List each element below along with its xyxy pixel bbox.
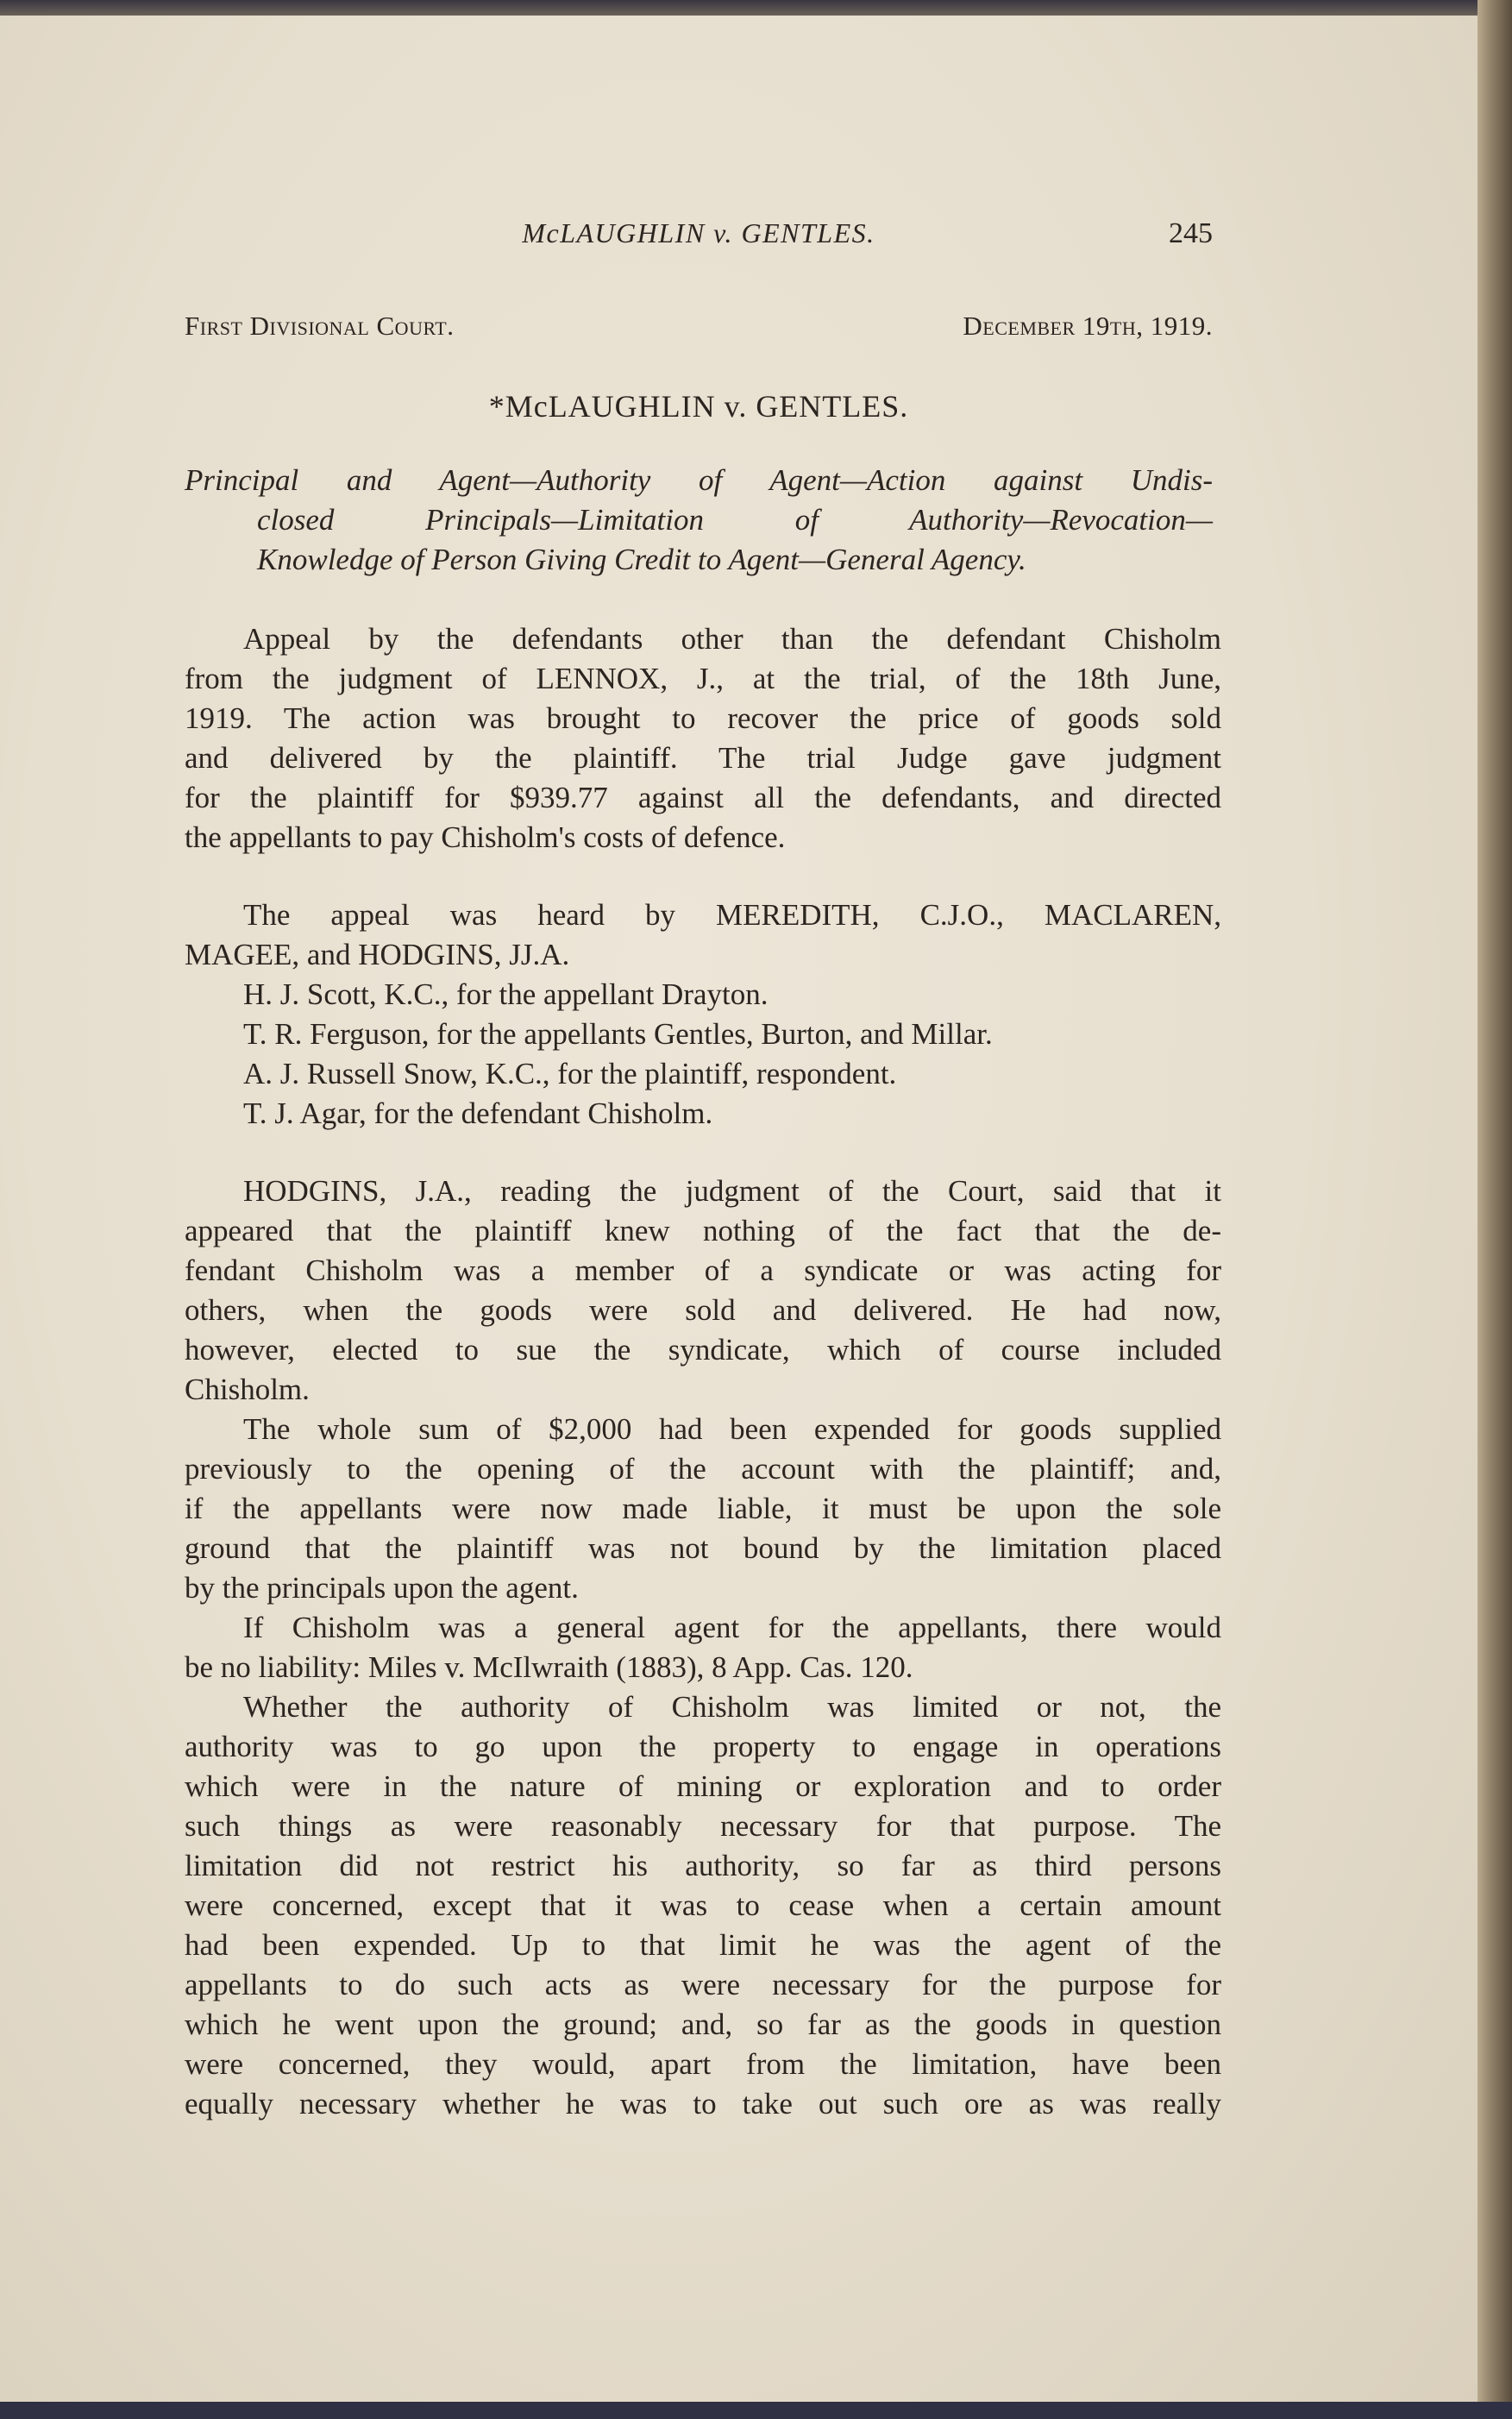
text-line: from the judgment of LENNOX, J., at the trial, of the 18th June,	[185, 662, 1221, 695]
text-line: were concerned, they would, apart from the limitation, have been	[185, 2047, 1221, 2081]
text-line: appellants to do such acts as were necessary for the purpose for	[185, 1968, 1221, 2001]
counsel-appearance: T. J. Agar, for the defendant Chisholm.	[243, 1096, 713, 1130]
text-line: appeared that the plaintiff knew nothing of the fact that the de-	[185, 1214, 1221, 1247]
text-line: for the plaintiff for $939.77 against all the defendants, and directed	[185, 781, 1221, 814]
page-top-edge	[0, 0, 1512, 16]
counsel-appearance: A. J. Russell Snow, K.C., for the plaintiff, respondent.	[243, 1057, 897, 1090]
judgment-paragraph-4	[185, 1687, 1221, 2124]
text-line: such things as were reasonably necessary for that purpose. The	[185, 1809, 1221, 1843]
judgment-paragraph-3	[185, 1608, 1221, 1687]
text-line: had been expended. Up to that limit he was the agent of the	[185, 1928, 1221, 1962]
text-line: equally necessary whether he was to take out such ore as was really	[185, 2087, 1221, 2121]
headnote-line: Principal and Agent—Authority of Agent—Action against Undis-	[185, 463, 1213, 497]
text-line: Whether the authority of Chisholm was limited or not, the	[243, 1690, 1221, 1724]
text-line: The appeal was heard by MEREDITH, C.J.O., MACLAREN,	[243, 898, 1221, 932]
text-line: ground that the plaintiff was not bound by the limitation placed	[185, 1531, 1221, 1565]
text-line: If Chisholm was a general agent for the appellants, there would	[243, 1611, 1221, 1644]
court-line	[185, 311, 1213, 342]
paragraph-gap	[185, 1134, 1221, 1172]
judgment-paragraph-2	[185, 1410, 1221, 1608]
book-spine-edge	[1477, 0, 1512, 2419]
text-line: however, elected to sue the syndicate, which of course included	[185, 1333, 1221, 1367]
court-name: First Divisional Court.	[185, 311, 455, 341]
text-line: limitation did not restrict his authority, so far as third persons	[185, 1849, 1221, 1882]
headnote	[185, 461, 1213, 580]
text-line: be no liability: Miles v. McIlwraith (1883), 8 App. Cas. 120.	[185, 1650, 913, 1684]
counsel-appearance: H. J. Scott, K.C., for the appellant Drayton.	[243, 977, 769, 1011]
text-line: and delivered by the plaintiff. The trial Judge gave judgment	[185, 741, 1221, 775]
text-line: The whole sum of $2,000 had been expended for goods supplied	[243, 1412, 1221, 1446]
text-line: the appellants to pay Chisholm's costs of defence.	[185, 820, 786, 854]
text-line: MAGEE, and HODGINS, JJ.A.	[185, 938, 570, 971]
headnote-line: Knowledge of Person Giving Credit to Agent—General Agency.	[257, 543, 1026, 576]
text-line: Appeal by the defendants other than the defendant Chisholm	[243, 622, 1221, 656]
case-title: *McLAUGHLIN v. GENTLES.	[488, 389, 909, 424]
page-bottom-edge	[0, 2402, 1512, 2419]
text-line: others, when the goods were sold and delivered. He had now,	[185, 1293, 1221, 1327]
page-number: 245	[1169, 217, 1213, 249]
counsel-appearance: T. R. Ferguson, for the appellants Gentles, Burton, and Millar.	[243, 1017, 993, 1051]
running-title: McLAUGHLIN v. GENTLES.	[522, 217, 875, 248]
text-line: fendant Chisholm was a member of a syndicate or was acting for	[185, 1253, 1221, 1287]
judgment-date: December 19th, 1919.	[963, 311, 1213, 341]
appeal-paragraph	[185, 619, 1221, 858]
text-line: by the principals upon the agent.	[185, 1571, 579, 1605]
judgment-paragraph-1	[185, 1172, 1221, 1410]
text-line: were concerned, except that it was to cease when a certain amount	[185, 1888, 1221, 1922]
text-line: if the appellants were now made liable, it must be upon the sole	[185, 1492, 1221, 1525]
text-line: which were in the nature of mining or exploration and to order	[185, 1769, 1221, 1803]
text-line: previously to the opening of the account with the plaintiff; and,	[185, 1452, 1221, 1486]
text-line: Chisholm.	[185, 1373, 310, 1406]
counsel-block	[185, 895, 1221, 1134]
report-body	[185, 619, 1221, 2124]
text-line: HODGINS, J.A., reading the judgment of the Court, said that it	[243, 1174, 1221, 1208]
text-line: 1919. The action was brought to recover the price of goods sold	[185, 701, 1221, 735]
text-line: which he went upon the ground; and, so far as the goods in question	[185, 2007, 1221, 2041]
running-head	[185, 217, 1213, 261]
text-line: authority was to go upon the property to engage in operations	[185, 1730, 1221, 1763]
headnote-line: closed Principals—Limitation of Authority—Revocation—	[257, 503, 1213, 537]
paragraph-gap	[185, 858, 1221, 895]
